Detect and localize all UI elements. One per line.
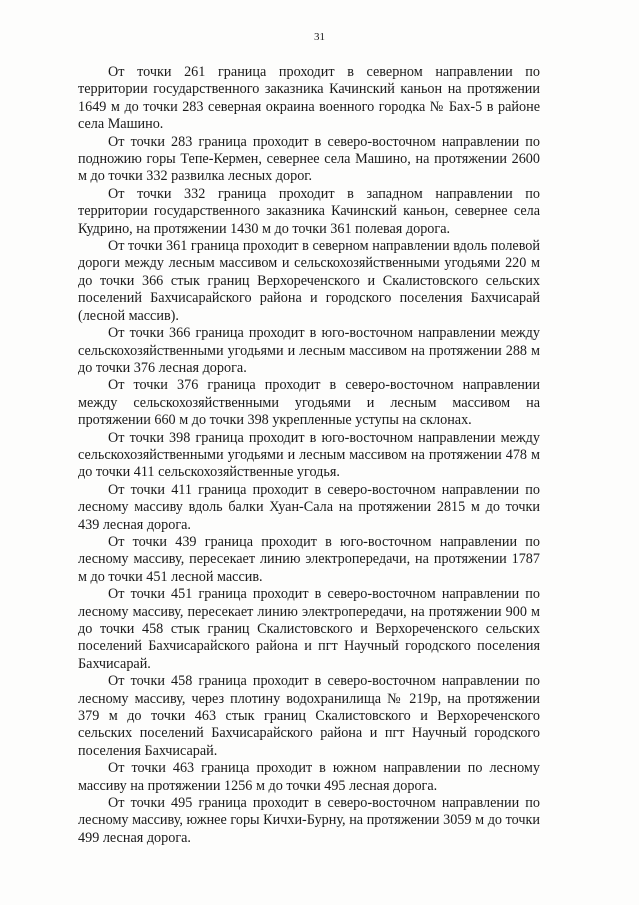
paragraph-point-261: От точки 261 граница проходит в северном направлении по территории государственного заказника Качинский каньон на протяжении 1649 м до точки 283 северная окраина военного городка № Бах-5 в районе села Машино. xyxy=(78,64,540,133)
paragraph-point-451: От точки 451 граница проходит в северо-восточном направлении по лесному массиву, пересекает линию электропередачи, на протяжении 900 м до точки 458 стык границ Скалистовского и Верхореченского сельских поселений Бахчисарайского района и пгт Научный городского поселения Бахчисарай. xyxy=(78,586,540,672)
paragraph-point-439: От точки 439 граница проходит в юго-восточном направлении по лесному массиву, пересекает линию электропередачи, на протяжении 1787 м до точки 451 лесной массив. xyxy=(78,533,540,585)
paragraph-point-361: От точки 361 граница проходит в северном направлении вдоль полевой дороги между лесным массивом и сельскохозяйственными угодьями 220 м до точки 366 стык границ Верхореченского и Скалистовского сельских поселений Бахчисарайского района и городского поселения Бахчисарай (лесной массив). xyxy=(78,238,540,324)
paragraph-point-366: От точки 366 граница проходит в юго-восточном направлении между сельскохозяйственными угодьями и лесным массивом на протяжении 288 м до точки 376 лесная дорога. xyxy=(78,325,540,376)
document-body xyxy=(78,64,540,847)
paragraph-point-332: От точки 332 граница проходит в западном направлении по территории государственного заказника Качинский каньон, севернее села Кудрино, на протяжении 1430 м до точки 361 полевая дорога. xyxy=(78,185,540,237)
paragraph-point-398: От точки 398 граница проходит в юго-восточном направлении между сельскохозяйственными угодьями и лесным массивом на протяжении 478 м до точки 411 сельскохозяйственные угодья. xyxy=(78,429,540,481)
paragraph-point-376: От точки 376 граница проходит в северо-восточном направлении между сельскохозяйственными угодьями и лесным массивом на протяжении 660 м до точки 398 укрепленные уступы на склонах. xyxy=(78,377,540,429)
paragraph-point-463: От точки 463 граница проходит в южном направлении по лесному массиву на протяжении 1256 м до точки 495 лесная дорога. xyxy=(78,760,540,794)
paragraph-point-411: От точки 411 граница проходит в северо-восточном направлении по лесному массиву вдоль балки Хуан-Сала на протяжении 2815 м до точки 439 лесная дорога. xyxy=(78,481,540,533)
paragraph-point-283: От точки 283 граница проходит в северо-восточном направлении по подножию горы Тепе-Кермен, севернее села Машино, на протяжении 2600 м до точки 332 развилка лесных дорог. xyxy=(78,133,540,185)
paragraph-point-458: От точки 458 граница проходит в северо-восточном направлении по лесному массиву, через плотину водохранилища № 219р, на протяжении 379 м до точки 463 стык границ Скалистовского и Верхореченского сельских поселений Бахчисарайского района и пгт Научный городского поселения Бахчисарай. xyxy=(78,673,540,759)
paragraph-point-495: От точки 495 граница проходит в северо-восточном направлении по лесному массиву, южнее горы Кичхи-Бурну, на протяжении 3059 м до точки 499 лесная дорога. xyxy=(78,795,540,846)
page-number: 31 xyxy=(314,31,325,43)
